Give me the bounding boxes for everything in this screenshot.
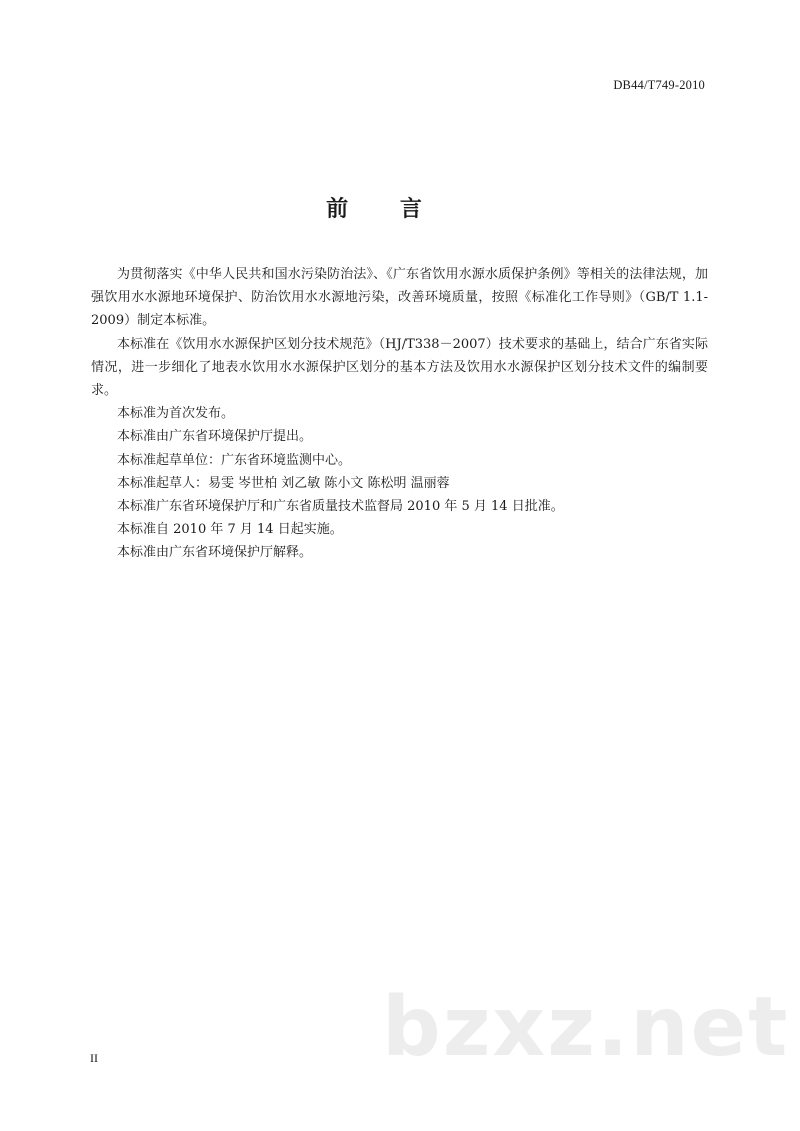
standard-code: DB44/T749-2010 xyxy=(613,78,705,92)
paragraph-first-release: 本标准为首次发布。 xyxy=(117,406,235,422)
foreword-body xyxy=(91,263,708,565)
paragraph-basis: 本标准在《饮用水水源保护区划分技术规范》（HJ/T338－2007）技术要求的基础上，结合广东省实际情况，进一步细化了地表水饮用水水源保护区划分的基本方法及饮用水水源保护区划分技术文件的编制要求。 xyxy=(91,336,708,399)
paragraph-interpretation: 本标准由广东省环境保护厅解释。 xyxy=(117,545,313,561)
paragraph-approval: 本标准广东省环境保护厅和广东省质量技术监督局 2010 年 5 月 14 日批准。 xyxy=(117,499,564,515)
watermark-logo: bzxz.net xyxy=(382,980,790,1075)
paragraph-purpose: 为贯彻落实《中华人民共和国水污染防治法》、《广东省饮用水源水质保护条例》等相关的法律法规，加强饮用水水源地环境保护、防治饮用水水源地污染，改善环境质量，按照《标准化工作导则》（GB/T 1.1-2009）制定本标准。 xyxy=(91,267,708,329)
page-number: II xyxy=(90,1051,98,1065)
paragraph-drafting-unit: 本标准起草单位：广东省环境监测中心。 xyxy=(117,452,352,468)
paragraph-implementation: 本标准自 2010 年 7 月 14 日起实施。 xyxy=(117,522,343,538)
page-title: 前 言 xyxy=(326,197,444,222)
paragraph-drafters: 本标准起草人：易雯 岑世柏 刘乙敏 陈小文 陈松明 温丽蓉 xyxy=(117,475,450,491)
paragraph-proposer: 本标准由广东省环境保护厅提出。 xyxy=(117,429,313,445)
